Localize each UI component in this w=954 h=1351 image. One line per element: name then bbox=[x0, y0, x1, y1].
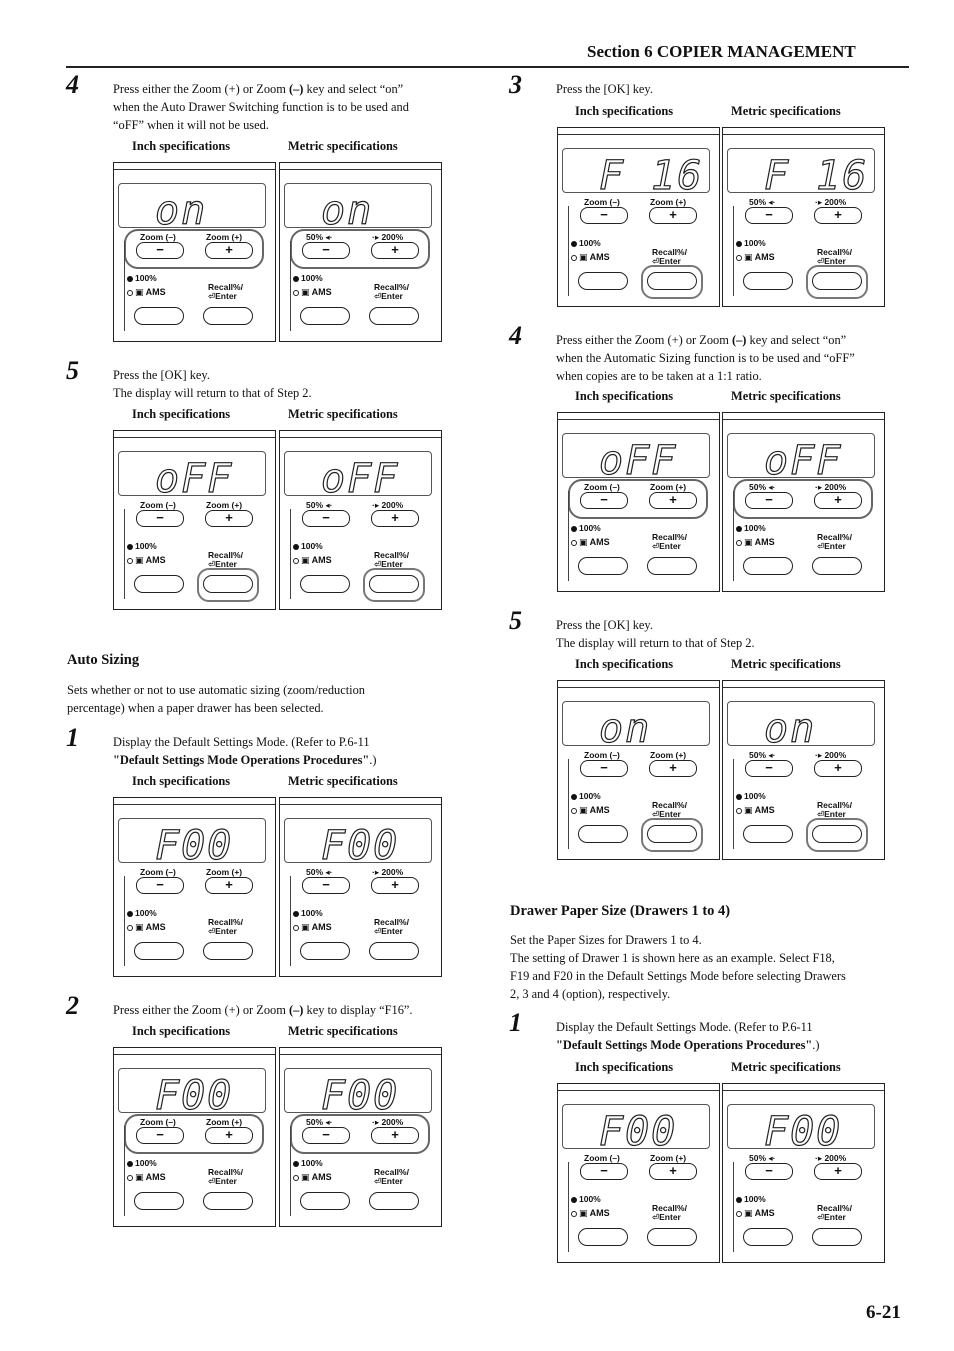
zoom-plus-key[interactable]: + bbox=[371, 242, 419, 259]
zoom-plus-label: ·▸ 200% bbox=[372, 232, 404, 242]
indicator-line bbox=[733, 759, 734, 849]
zoom-minus-label: 50% ◂· bbox=[306, 1117, 333, 1127]
pct100-label: 100% bbox=[579, 238, 601, 248]
inch-control-panel bbox=[113, 162, 276, 342]
zoom-plus-key[interactable]: + bbox=[205, 877, 253, 894]
inch-spec-label: Inch specifications bbox=[132, 407, 231, 421]
step-text: Press either the Zoom (+) or Zoom (–) key to display “F16”. bbox=[113, 1003, 413, 1017]
ams-lamp-icon bbox=[571, 255, 577, 261]
display-readout: F 16 bbox=[599, 153, 704, 199]
ams-lamp-icon bbox=[571, 1211, 577, 1217]
pct100-label: 100% bbox=[135, 908, 157, 918]
ams-lamp-icon bbox=[293, 925, 299, 931]
pct100-label: 100% bbox=[135, 1158, 157, 1168]
metric-control-panel bbox=[722, 680, 885, 860]
inch-spec-label: Inch specifications bbox=[575, 104, 674, 118]
indicator-lamp-icon bbox=[736, 526, 742, 532]
pct100-label: 100% bbox=[135, 273, 157, 283]
zoom-minus-label: Zoom (–) bbox=[584, 1153, 620, 1163]
ams-lamp-icon bbox=[571, 808, 577, 814]
step-number: 5 bbox=[509, 606, 522, 635]
inch-control-panel bbox=[113, 430, 276, 610]
step-number: 4 bbox=[509, 321, 522, 350]
zoom-minus-key[interactable]: − bbox=[136, 877, 184, 894]
recall-enter-label: Recall%/ ⏎Enter bbox=[652, 247, 687, 266]
ams-label: ▣ AMS bbox=[744, 1208, 775, 1218]
indicator-lamp-icon bbox=[736, 241, 742, 247]
step-text: Press either the Zoom (+) or Zoom (–) key and select “on” when the Auto Drawer Switching function is to be used and “oFF” when it will not be used. bbox=[113, 82, 409, 132]
recall-enter-key[interactable] bbox=[369, 575, 419, 593]
panel-top-rule bbox=[558, 134, 719, 135]
ams-lamp-icon bbox=[736, 808, 742, 814]
inch-control-panel bbox=[557, 1083, 720, 1263]
lcd-display bbox=[284, 1068, 432, 1119]
pct100-label: 100% bbox=[301, 908, 323, 918]
ams-label: ▣ AMS bbox=[579, 537, 610, 547]
panel-top-rule bbox=[723, 419, 884, 420]
inch-spec-label: Inch specifications bbox=[132, 139, 231, 153]
pct100-label: 100% bbox=[301, 1158, 323, 1168]
metric-control-panel bbox=[722, 127, 885, 307]
indicator-lamp-icon bbox=[571, 526, 577, 532]
recall-enter-key[interactable] bbox=[369, 1192, 419, 1210]
ams-label: ▣ AMS bbox=[301, 1172, 332, 1182]
indicator-line bbox=[733, 206, 734, 296]
zoom-minus-key[interactable]: − bbox=[302, 242, 350, 259]
panel-top-rule bbox=[280, 169, 441, 170]
step-text: Display the Default Settings Mode. (Refer to P.6-11 "Default Settings Mode Operations Procedures".) bbox=[556, 1020, 820, 1052]
zoom-plus-label: Zoom (+) bbox=[206, 500, 243, 510]
zoom-minus-label: 50% ◂· bbox=[749, 1153, 776, 1163]
section-text: Set the Paper Sizes for Drawers 1 to 4. The setting of Drawer 1 is shown here as an example. Select F18, F19 and F20 in the Default Settings Mode before selecting Drawers 2, 3 and 4 (option), respectively. bbox=[510, 933, 846, 1001]
indicator-line bbox=[124, 876, 125, 966]
zoom-plus-label: Zoom (+) bbox=[206, 867, 243, 877]
display-readout: F00 bbox=[764, 1109, 843, 1155]
recall-enter-label: Recall%/ ⏎Enter bbox=[817, 800, 852, 819]
lcd-display bbox=[284, 451, 432, 502]
display-readout: on bbox=[155, 188, 208, 234]
metric-control-panel bbox=[722, 1083, 885, 1263]
lcd-display bbox=[284, 818, 432, 869]
inch-spec-label: Inch specifications bbox=[575, 389, 674, 403]
zoom-minus-key[interactable]: − bbox=[580, 492, 628, 509]
ams-key[interactable] bbox=[743, 557, 793, 575]
indicator-line bbox=[568, 491, 569, 581]
lcd-display bbox=[727, 701, 875, 752]
step-text: Press the [OK] key. The display will return to that of Step 2. bbox=[556, 618, 755, 650]
zoom-minus-key[interactable]: − bbox=[745, 207, 793, 224]
ams-key[interactable] bbox=[578, 825, 628, 843]
section-header: Section 6 COPIER MANAGEMENT bbox=[587, 42, 856, 61]
metric-spec-label: Metric specifications bbox=[288, 139, 398, 153]
zoom-minus-key[interactable]: − bbox=[136, 510, 184, 527]
ams-key[interactable] bbox=[300, 307, 350, 325]
ams-key[interactable] bbox=[300, 575, 350, 593]
ams-lamp-icon bbox=[571, 540, 577, 546]
step-number: 5 bbox=[66, 356, 79, 385]
zoom-minus-label: Zoom (–) bbox=[584, 750, 620, 760]
panel-top-rule bbox=[558, 687, 719, 688]
indicator-lamp-icon bbox=[571, 241, 577, 247]
zoom-plus-label: ·▸ 200% bbox=[815, 197, 847, 207]
zoom-plus-label: ·▸ 200% bbox=[815, 1153, 847, 1163]
step-number: 1 bbox=[509, 1008, 522, 1037]
inch-control-panel bbox=[557, 412, 720, 592]
pct100-label: 100% bbox=[579, 1194, 601, 1204]
panel-top-rule bbox=[723, 687, 884, 688]
ams-lamp-icon bbox=[293, 1175, 299, 1181]
pct100-label: 100% bbox=[744, 1194, 766, 1204]
indicator-lamp-icon bbox=[293, 911, 299, 917]
recall-enter-key[interactable] bbox=[647, 1228, 697, 1246]
ams-key[interactable] bbox=[300, 942, 350, 960]
ams-key[interactable] bbox=[578, 1228, 628, 1246]
display-readout: F00 bbox=[599, 1109, 678, 1155]
inch-spec-label: Inch specifications bbox=[575, 657, 674, 671]
zoom-plus-key[interactable]: + bbox=[205, 510, 253, 527]
ams-lamp-icon bbox=[127, 290, 133, 296]
section-heading: Drawer Paper Size (Drawers 1 to 4) bbox=[510, 903, 731, 919]
zoom-minus-label: Zoom (–) bbox=[584, 197, 620, 207]
zoom-minus-key[interactable]: − bbox=[745, 760, 793, 777]
step-number: 2 bbox=[66, 991, 79, 1020]
recall-enter-key[interactable] bbox=[812, 557, 862, 575]
lcd-display bbox=[118, 818, 266, 869]
zoom-plus-label: Zoom (+) bbox=[206, 1117, 243, 1127]
ams-key[interactable] bbox=[134, 942, 184, 960]
zoom-minus-label: Zoom (–) bbox=[140, 867, 176, 877]
pct100-label: 100% bbox=[135, 541, 157, 551]
recall-enter-label: Recall%/ ⏎Enter bbox=[374, 550, 409, 569]
metric-control-panel bbox=[722, 412, 885, 592]
indicator-line bbox=[290, 241, 291, 331]
section-heading: Auto Sizing bbox=[67, 652, 140, 668]
panel-top-rule bbox=[280, 804, 441, 805]
metric-spec-label: Metric specifications bbox=[731, 389, 841, 403]
recall-enter-key[interactable] bbox=[812, 1228, 862, 1246]
pct100-label: 100% bbox=[744, 791, 766, 801]
metric-spec-label: Metric specifications bbox=[731, 104, 841, 118]
zoom-plus-label: Zoom (+) bbox=[650, 1153, 687, 1163]
pct100-label: 100% bbox=[301, 541, 323, 551]
ams-key[interactable] bbox=[743, 825, 793, 843]
recall-enter-label: Recall%/ ⏎Enter bbox=[208, 1167, 243, 1186]
indicator-lamp-icon bbox=[293, 544, 299, 550]
display-readout: F00 bbox=[321, 1073, 400, 1119]
zoom-plus-key[interactable]: + bbox=[814, 207, 862, 224]
inch-control-panel bbox=[113, 797, 276, 977]
ams-label: ▣ AMS bbox=[135, 922, 166, 932]
indicator-lamp-icon bbox=[127, 1161, 133, 1167]
zoom-plus-key[interactable]: + bbox=[814, 1163, 862, 1180]
ams-lamp-icon bbox=[127, 925, 133, 931]
step-text: Press the [OK] key. bbox=[556, 82, 653, 96]
indicator-lamp-icon bbox=[293, 1161, 299, 1167]
lcd-display bbox=[118, 1068, 266, 1119]
inch-spec-label: Inch specifications bbox=[575, 1060, 674, 1074]
recall-enter-label: Recall%/ ⏎Enter bbox=[374, 917, 409, 936]
display-readout: F00 bbox=[155, 823, 234, 869]
ams-key[interactable] bbox=[134, 1192, 184, 1210]
display-readout: F00 bbox=[155, 1073, 234, 1119]
indicator-lamp-icon bbox=[127, 276, 133, 282]
indicator-line bbox=[733, 1162, 734, 1252]
ams-label: ▣ AMS bbox=[301, 922, 332, 932]
lcd-display bbox=[118, 183, 266, 234]
indicator-lamp-icon bbox=[127, 911, 133, 917]
step-text: Display the Default Settings Mode. (Refer to P.6-11 "Default Settings Mode Operations Procedures".) bbox=[113, 735, 377, 767]
indicator-line bbox=[568, 759, 569, 849]
indicator-line bbox=[124, 509, 125, 599]
zoom-plus-key[interactable]: + bbox=[649, 207, 697, 224]
recall-enter-key[interactable] bbox=[647, 825, 697, 843]
zoom-minus-key[interactable]: − bbox=[745, 1163, 793, 1180]
metric-control-panel bbox=[279, 797, 442, 977]
indicator-line bbox=[290, 1126, 291, 1216]
ams-lamp-icon bbox=[293, 558, 299, 564]
panel-top-rule bbox=[558, 1090, 719, 1091]
ams-lamp-icon bbox=[736, 540, 742, 546]
inch-control-panel bbox=[557, 680, 720, 860]
ams-key[interactable] bbox=[134, 575, 184, 593]
display-readout: oFF bbox=[321, 456, 400, 502]
ams-label: ▣ AMS bbox=[744, 805, 775, 815]
panel-top-rule bbox=[280, 437, 441, 438]
zoom-plus-label: Zoom (+) bbox=[650, 750, 687, 760]
indicator-lamp-icon bbox=[571, 794, 577, 800]
zoom-minus-label: Zoom (–) bbox=[140, 1117, 176, 1127]
recall-enter-key[interactable] bbox=[812, 825, 862, 843]
zoom-plus-label: ·▸ 200% bbox=[372, 500, 404, 510]
lcd-display bbox=[727, 148, 875, 199]
indicator-lamp-icon bbox=[736, 1197, 742, 1203]
zoom-plus-label: ·▸ 200% bbox=[372, 867, 404, 877]
recall-enter-key[interactable] bbox=[647, 557, 697, 575]
step-text: Press either the Zoom (+) or Zoom (–) key and select “on” when the Automatic Sizing function is to be used and “oFF” when copies are to be taken at a 1:1 ratio. bbox=[556, 333, 855, 383]
zoom-plus-key[interactable]: + bbox=[205, 1127, 253, 1144]
metric-spec-label: Metric specifications bbox=[288, 407, 398, 421]
ams-label: ▣ AMS bbox=[135, 555, 166, 565]
zoom-minus-label: 50% ◂· bbox=[749, 197, 776, 207]
indicator-line bbox=[290, 876, 291, 966]
ams-label: ▣ AMS bbox=[135, 287, 166, 297]
ams-key[interactable] bbox=[300, 1192, 350, 1210]
zoom-plus-key[interactable]: + bbox=[649, 760, 697, 777]
panel-top-rule bbox=[723, 134, 884, 135]
zoom-minus-label: Zoom (–) bbox=[140, 232, 176, 242]
recall-enter-key[interactable] bbox=[203, 1192, 253, 1210]
indicator-line bbox=[568, 206, 569, 296]
zoom-plus-key[interactable]: + bbox=[649, 492, 697, 509]
zoom-plus-label: Zoom (+) bbox=[650, 482, 687, 492]
ams-lamp-icon bbox=[293, 290, 299, 296]
metric-spec-label: Metric specifications bbox=[288, 774, 398, 788]
lcd-display bbox=[118, 451, 266, 502]
zoom-minus-key[interactable]: − bbox=[745, 492, 793, 509]
ams-key[interactable] bbox=[743, 1228, 793, 1246]
zoom-plus-label: ·▸ 200% bbox=[372, 1117, 404, 1127]
zoom-minus-key[interactable]: − bbox=[580, 760, 628, 777]
ams-label: ▣ AMS bbox=[579, 1208, 610, 1218]
section-text: Sets whether or not to use automatic sizing (zoom/reduction percentage) when a paper drawer has been selected. bbox=[67, 683, 365, 715]
zoom-plus-key[interactable]: + bbox=[371, 510, 419, 527]
display-readout: on bbox=[599, 706, 652, 752]
recall-enter-key[interactable] bbox=[369, 942, 419, 960]
recall-enter-key[interactable] bbox=[369, 307, 419, 325]
ams-lamp-icon bbox=[736, 255, 742, 261]
ams-label: ▣ AMS bbox=[301, 287, 332, 297]
zoom-plus-label: Zoom (+) bbox=[650, 197, 687, 207]
step-number: 3 bbox=[509, 70, 522, 99]
recall-enter-label: Recall%/ ⏎Enter bbox=[817, 1203, 852, 1222]
lcd-display bbox=[727, 1104, 875, 1155]
display-readout: oFF bbox=[764, 438, 843, 484]
step-text: Press the [OK] key. The display will return to that of Step 2. bbox=[113, 368, 312, 400]
ams-label: ▣ AMS bbox=[744, 252, 775, 262]
zoom-minus-label: Zoom (–) bbox=[584, 482, 620, 492]
display-readout: on bbox=[321, 188, 374, 234]
indicator-line bbox=[733, 491, 734, 581]
panel-top-rule bbox=[114, 437, 275, 438]
step-number: 4 bbox=[66, 70, 79, 99]
inch-control-panel bbox=[113, 1047, 276, 1227]
zoom-minus-key[interactable]: − bbox=[302, 1127, 350, 1144]
indicator-lamp-icon bbox=[571, 1197, 577, 1203]
display-readout: F00 bbox=[321, 823, 400, 869]
lcd-display bbox=[562, 148, 710, 199]
recall-enter-label: Recall%/ ⏎Enter bbox=[652, 532, 687, 551]
lcd-display bbox=[562, 701, 710, 752]
lcd-display bbox=[284, 183, 432, 234]
panel-top-rule bbox=[723, 1090, 884, 1091]
recall-enter-label: Recall%/ ⏎Enter bbox=[208, 282, 243, 301]
metric-spec-label: Metric specifications bbox=[731, 657, 841, 671]
metric-spec-label: Metric specifications bbox=[731, 1060, 841, 1074]
inch-spec-label: Inch specifications bbox=[132, 1024, 231, 1038]
recall-enter-label: Recall%/ ⏎Enter bbox=[817, 532, 852, 551]
zoom-plus-key[interactable]: + bbox=[205, 242, 253, 259]
ams-key[interactable] bbox=[578, 557, 628, 575]
recall-enter-label: Recall%/ ⏎Enter bbox=[652, 1203, 687, 1222]
zoom-minus-key[interactable]: − bbox=[302, 510, 350, 527]
indicator-lamp-icon bbox=[293, 276, 299, 282]
zoom-minus-key[interactable]: − bbox=[136, 242, 184, 259]
inch-spec-label: Inch specifications bbox=[132, 774, 231, 788]
pct100-label: 100% bbox=[579, 791, 601, 801]
recall-enter-label: Recall%/ ⏎Enter bbox=[374, 282, 409, 301]
recall-enter-key[interactable] bbox=[203, 942, 253, 960]
page-number: 6-21 bbox=[866, 1302, 901, 1323]
zoom-plus-key[interactable]: + bbox=[814, 760, 862, 777]
lcd-display bbox=[562, 1104, 710, 1155]
metric-spec-label: Metric specifications bbox=[288, 1024, 398, 1038]
recall-enter-key[interactable] bbox=[203, 575, 253, 593]
recall-enter-key[interactable] bbox=[203, 307, 253, 325]
metric-control-panel bbox=[279, 162, 442, 342]
recall-enter-label: Recall%/ ⏎Enter bbox=[208, 550, 243, 569]
panel-top-rule bbox=[114, 169, 275, 170]
zoom-minus-key[interactable]: − bbox=[302, 877, 350, 894]
zoom-plus-key[interactable]: + bbox=[649, 1163, 697, 1180]
pct100-label: 100% bbox=[579, 523, 601, 533]
pct100-label: 100% bbox=[744, 238, 766, 248]
zoom-minus-key[interactable]: − bbox=[580, 1163, 628, 1180]
display-readout: F 16 bbox=[764, 153, 869, 199]
zoom-minus-label: 50% ◂· bbox=[306, 500, 333, 510]
display-readout: oFF bbox=[599, 438, 678, 484]
metric-control-panel bbox=[279, 430, 442, 610]
zoom-minus-key[interactable]: − bbox=[136, 1127, 184, 1144]
pct100-label: 100% bbox=[301, 273, 323, 283]
ams-key[interactable] bbox=[134, 307, 184, 325]
zoom-plus-label: ·▸ 200% bbox=[815, 750, 847, 760]
recall-enter-label: Recall%/ ⏎Enter bbox=[208, 917, 243, 936]
recall-enter-label: Recall%/ ⏎Enter bbox=[817, 247, 852, 266]
ams-key[interactable] bbox=[578, 272, 628, 290]
ams-label: ▣ AMS bbox=[579, 252, 610, 262]
recall-enter-key[interactable] bbox=[647, 272, 697, 290]
recall-enter-label: Recall%/ ⏎Enter bbox=[374, 1167, 409, 1186]
panel-top-rule bbox=[280, 1054, 441, 1055]
ams-lamp-icon bbox=[736, 1211, 742, 1217]
recall-enter-key[interactable] bbox=[812, 272, 862, 290]
zoom-plus-key[interactable]: + bbox=[371, 877, 419, 894]
header-rule bbox=[66, 66, 909, 68]
lcd-display bbox=[562, 433, 710, 484]
zoom-minus-label: 50% ◂· bbox=[306, 232, 333, 242]
zoom-minus-label: 50% ◂· bbox=[749, 750, 776, 760]
ams-label: ▣ AMS bbox=[135, 1172, 166, 1182]
zoom-minus-key[interactable]: − bbox=[580, 207, 628, 224]
step-number: 1 bbox=[66, 723, 79, 752]
zoom-minus-label: Zoom (–) bbox=[140, 500, 176, 510]
indicator-line bbox=[124, 241, 125, 331]
zoom-plus-label: ·▸ 200% bbox=[815, 482, 847, 492]
panel-top-rule bbox=[114, 1054, 275, 1055]
ams-label: ▣ AMS bbox=[744, 537, 775, 547]
inch-control-panel bbox=[557, 127, 720, 307]
zoom-minus-label: 50% ◂· bbox=[306, 867, 333, 877]
zoom-minus-label: 50% ◂· bbox=[749, 482, 776, 492]
display-readout: on bbox=[764, 706, 817, 752]
recall-enter-label: Recall%/ ⏎Enter bbox=[652, 800, 687, 819]
ams-lamp-icon bbox=[127, 558, 133, 564]
panel-top-rule bbox=[114, 804, 275, 805]
indicator-line bbox=[568, 1162, 569, 1252]
lcd-display bbox=[727, 433, 875, 484]
indicator-line bbox=[124, 1126, 125, 1216]
zoom-plus-key[interactable]: + bbox=[371, 1127, 419, 1144]
indicator-lamp-icon bbox=[736, 794, 742, 800]
zoom-plus-key[interactable]: + bbox=[814, 492, 862, 509]
ams-lamp-icon bbox=[127, 1175, 133, 1181]
display-readout: oFF bbox=[155, 456, 234, 502]
zoom-plus-label: Zoom (+) bbox=[206, 232, 243, 242]
indicator-line bbox=[290, 509, 291, 599]
indicator-lamp-icon bbox=[127, 544, 133, 550]
pct100-label: 100% bbox=[744, 523, 766, 533]
ams-label: ▣ AMS bbox=[579, 805, 610, 815]
ams-key[interactable] bbox=[743, 272, 793, 290]
ams-label: ▣ AMS bbox=[301, 555, 332, 565]
panel-top-rule bbox=[558, 419, 719, 420]
metric-control-panel bbox=[279, 1047, 442, 1227]
